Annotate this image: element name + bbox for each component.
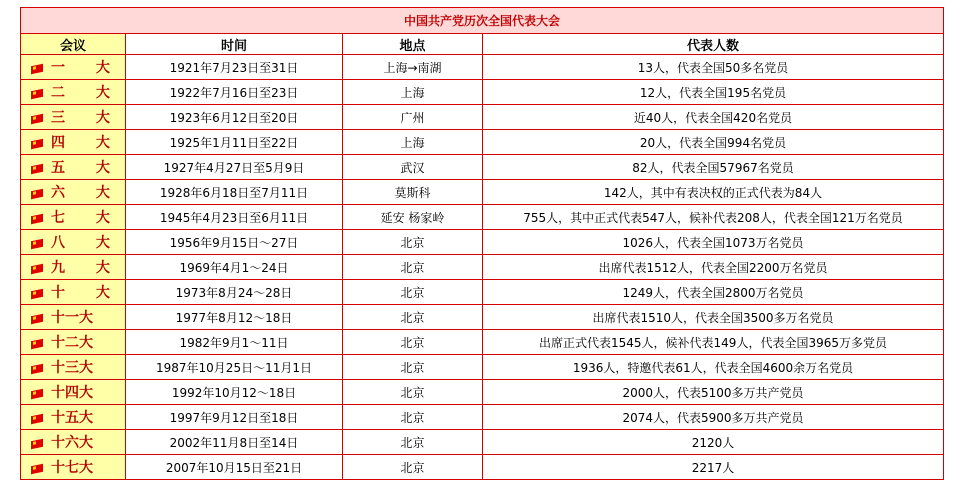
- time-cell: 1973年8月24～28日: [126, 280, 343, 305]
- place-cell: 北京: [343, 280, 483, 305]
- red-flag-icon: [31, 64, 43, 75]
- red-flag-icon: [31, 214, 43, 225]
- header-time: 时间: [126, 34, 343, 55]
- congress-table: [20, 7, 944, 480]
- time-cell: 1977年8月12～18日: [126, 305, 343, 330]
- time-cell: 2002年11月8日至14日: [126, 430, 343, 455]
- session-name: 十三大: [51, 360, 93, 376]
- delegates-cell: 20人，代表全国994名党员: [483, 130, 944, 155]
- session-name: 九 大: [51, 260, 123, 276]
- table-row: [21, 130, 944, 155]
- delegates-cell: 2217人: [483, 455, 944, 480]
- delegates-cell: 12人，代表全国195名党员: [483, 80, 944, 105]
- session-cell: [21, 455, 126, 480]
- time-cell: 1992年10月12～18日: [126, 380, 343, 405]
- red-flag-icon: [31, 114, 43, 125]
- place-cell: 上海→南湖: [343, 55, 483, 80]
- table-row: [21, 455, 944, 480]
- table-row: [21, 205, 944, 230]
- place-cell: 北京: [343, 380, 483, 405]
- place-cell: 北京: [343, 305, 483, 330]
- session-name: 十一大: [51, 310, 93, 326]
- table-row: [21, 330, 944, 355]
- session-cell: [21, 330, 126, 355]
- delegates-cell: 82人，代表全国57967名党员: [483, 155, 944, 180]
- table-row: [21, 105, 944, 130]
- place-cell: 北京: [343, 230, 483, 255]
- delegates-cell: 出席代表1512人，代表全国2200万名党员: [483, 255, 944, 280]
- time-cell: 1921年7月23日至31日: [126, 55, 343, 80]
- header-place: 地点: [343, 34, 483, 55]
- red-flag-icon: [31, 414, 43, 425]
- table-row: [21, 80, 944, 105]
- table-title: 中国共产党历次全国代表大会: [21, 8, 944, 34]
- red-flag-icon: [31, 439, 43, 450]
- place-cell: 延安 杨家岭: [343, 205, 483, 230]
- session-cell: [21, 205, 126, 230]
- delegates-cell: 1249人，代表全国2800万名党员: [483, 280, 944, 305]
- delegates-cell: 出席代表1510人，代表全国3500多万名党员: [483, 305, 944, 330]
- delegates-cell: 1936人，特邀代表61人，代表全国4600余万名党员: [483, 355, 944, 380]
- session-cell: [21, 255, 126, 280]
- table-row: [21, 180, 944, 205]
- red-flag-icon: [31, 189, 43, 200]
- session-name: 十五大: [51, 410, 93, 426]
- time-cell: 1928年6月18日至7月11日: [126, 180, 343, 205]
- time-cell: 1982年9月1～11日: [126, 330, 343, 355]
- place-cell: 上海: [343, 80, 483, 105]
- place-cell: 武汉: [343, 155, 483, 180]
- delegates-cell: 2074人，代表5900多万共产党员: [483, 405, 944, 430]
- session-cell: [21, 130, 126, 155]
- header-session: 会议: [21, 34, 126, 55]
- table-row: [21, 305, 944, 330]
- session-cell: [21, 55, 126, 80]
- session-cell: [21, 155, 126, 180]
- time-cell: 1925年1月11日至22日: [126, 130, 343, 155]
- delegates-cell: 1026人，代表全国1073万名党员: [483, 230, 944, 255]
- session-cell: [21, 405, 126, 430]
- place-cell: 北京: [343, 355, 483, 380]
- session-name: 五 大: [51, 160, 123, 176]
- place-cell: 北京: [343, 255, 483, 280]
- session-name: 十 大: [51, 285, 123, 301]
- congress-table-wrapper: [20, 7, 943, 480]
- session-cell: [21, 430, 126, 455]
- time-cell: 1969年4月1～24日: [126, 255, 343, 280]
- header-row: [21, 34, 944, 55]
- session-name: 二 大: [51, 85, 123, 101]
- time-cell: 2007年10月15日至21日: [126, 455, 343, 480]
- table-row: [21, 380, 944, 405]
- delegates-cell: 13人，代表全国50多名党员: [483, 55, 944, 80]
- session-cell: [21, 230, 126, 255]
- time-cell: 1987年10月25日～11月1日: [126, 355, 343, 380]
- session-name: 十四大: [51, 385, 93, 401]
- session-cell: [21, 280, 126, 305]
- delegates-cell: 2000人，代表5100多万共产党员: [483, 380, 944, 405]
- header-delegates: 代表人数: [483, 34, 944, 55]
- session-name: 六 大: [51, 185, 123, 201]
- delegates-cell: 2120人: [483, 430, 944, 455]
- place-cell: 莫斯科: [343, 180, 483, 205]
- session-cell: [21, 105, 126, 130]
- place-cell: 上海: [343, 130, 483, 155]
- delegates-cell: 出席正式代表1545人，候补代表149人，代表全国3965万多党员: [483, 330, 944, 355]
- red-flag-icon: [31, 464, 43, 475]
- time-cell: 1923年6月12日至20日: [126, 105, 343, 130]
- table-row: [21, 355, 944, 380]
- table-row: [21, 430, 944, 455]
- red-flag-icon: [31, 289, 43, 300]
- session-name: 十七大: [51, 460, 93, 476]
- table-row: [21, 255, 944, 280]
- red-flag-icon: [31, 339, 43, 350]
- session-cell: [21, 80, 126, 105]
- title-row: [21, 8, 944, 34]
- session-name: 八 大: [51, 235, 123, 251]
- session-name: 一 大: [51, 60, 123, 76]
- session-cell: [21, 355, 126, 380]
- red-flag-icon: [31, 164, 43, 175]
- session-name: 十二大: [51, 335, 93, 351]
- place-cell: 北京: [343, 405, 483, 430]
- red-flag-icon: [31, 239, 43, 250]
- session-cell: [21, 380, 126, 405]
- table-row: [21, 280, 944, 305]
- red-flag-icon: [31, 364, 43, 375]
- session-cell: [21, 180, 126, 205]
- place-cell: 北京: [343, 330, 483, 355]
- red-flag-icon: [31, 139, 43, 150]
- delegates-cell: 近40人，代表全国420名党员: [483, 105, 944, 130]
- table-row: [21, 230, 944, 255]
- delegates-cell: 142人，其中有表决权的正式代表为84人: [483, 180, 944, 205]
- place-cell: 北京: [343, 455, 483, 480]
- session-name: 七 大: [51, 210, 123, 226]
- time-cell: 1945年4月23日至6月11日: [126, 205, 343, 230]
- session-name: 三 大: [51, 110, 123, 126]
- time-cell: 1922年7月16日至23日: [126, 80, 343, 105]
- session-cell: [21, 305, 126, 330]
- table-row: [21, 405, 944, 430]
- table-row: [21, 55, 944, 80]
- time-cell: 1927年4月27日至5月9日: [126, 155, 343, 180]
- red-flag-icon: [31, 314, 43, 325]
- place-cell: 北京: [343, 430, 483, 455]
- red-flag-icon: [31, 389, 43, 400]
- table-row: [21, 155, 944, 180]
- time-cell: 1997年9月12日至18日: [126, 405, 343, 430]
- session-name: 十六大: [51, 435, 93, 451]
- red-flag-icon: [31, 89, 43, 100]
- red-flag-icon: [31, 264, 43, 275]
- place-cell: 广州: [343, 105, 483, 130]
- session-name: 四 大: [51, 135, 123, 151]
- time-cell: 1956年9月15日～27日: [126, 230, 343, 255]
- delegates-cell: 755人，其中正式代表547人，候补代表208人，代表全国121万名党员: [483, 205, 944, 230]
